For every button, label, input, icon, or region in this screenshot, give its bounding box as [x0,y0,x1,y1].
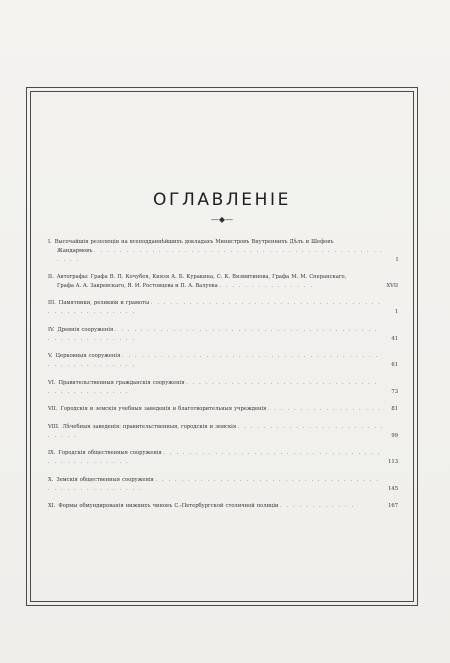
dot-leader: . . . . . . . . . . . . . . . . . . [268,406,382,412]
dot-leader: . . . . . . . . . . . . . . . . . . . . . . . . . . . . . . . . . . . . . . . . . . . . . . . . . . [48,476,380,492]
toc-entry-text: Земскія общественныя сооруженія [56,476,154,483]
toc-entry-page: 1 [394,309,398,315]
dot-leader: . . . . . . . . . . . . . . . . . . . . . . . . . . . . . . . . . . . . . . . . . . . . . . . . . [57,248,384,263]
toc-entry-text: Высочайшія резолюціи на всеподданнѣйшихъ докладахъ Министровъ Внутреннихъ Дѣлъ и Шефовъ [54,239,334,245]
toc-entry-number: IX. [48,450,56,456]
toc-entry-text: Памятники, реликвіи и грамоты [58,300,150,306]
page-border-frame [26,87,418,606]
toc-entry-text-cont: Жандармовъ [57,248,93,254]
toc-entry-page: 167 [388,503,398,509]
toc-entry-4 [48,326,398,344]
toc-entry-text-cont: Графа А. А. Закревскаго, Я. И. Ростовцева и П. А. Валуева [57,283,218,289]
toc-entry-number: X. [48,476,54,483]
toc-entry-page: 41 [391,335,398,342]
toc-entry-2 [48,273,398,291]
toc-title: ОГЛАВЛЕНІЕ [153,190,291,210]
toc-entry-page: 61 [391,362,398,368]
toc-entry-number: II. [48,274,54,280]
toc-entry-number: XI. [48,503,56,509]
toc-entry-text: Древнія сооруженія [57,326,114,333]
toc-entry-6 [48,379,398,397]
toc-entry-number: I. [48,239,52,245]
toc-entry-page: I [395,257,398,263]
toc-entry-11 [48,502,398,511]
toc-entry-page: 145 [388,485,398,492]
toc-entry-text: Формы обмундированія нижнихъ чиновъ С.-Петербургской столичной полиціи [58,503,279,509]
toc-entry-page: 113 [388,459,398,465]
title-ornament: —◆— [210,215,234,224]
dot-leader: . . . . . . . . . . . . . . . . . . . . . . . . . . . . . . . . . . . . . . . . . . . [48,379,378,395]
toc-entry-number: VI. [48,379,56,386]
toc-entry-10 [48,476,398,494]
toc-entry-number: VII. [48,406,58,412]
dot-leader: . . . . . . . . . . . . . . . . . . . . . . . . . . . . . . . . . . . . . . . . . . . . . . . . . . [48,300,382,315]
dot-leader: . . . . . . . . . . . . . . . . . . . . . . . . . . . . . . . . . . . . . . . . . . . . . . . [48,450,382,465]
toc-entry-number: IV. [48,326,55,333]
toc-entry-1 [48,238,398,265]
toc-entry-page: 81 [391,406,398,412]
toc-entry-number: III. [48,300,56,306]
toc-entry-text: Церковныя сооруженія [55,353,121,359]
toc-entry-text: Лѣчебныя заведенія: правительственныя, городскія и земскія [62,423,237,430]
dot-leader: . . . . . . . . . . . . . . . . . . . . . . . . . . . . [48,423,384,439]
toc-entry-text: Городскія общественныя сооруженія [58,450,162,456]
toc-entry-text: Городскія и земскія учебныя заведенія и благотворительныя учрежденія [60,406,267,412]
toc-entry-page: 99 [391,432,398,439]
toc-entry-page: 73 [391,388,398,395]
dot-leader: . . . . . . . . . . . . . . . . . . . . . . . . . . . . . . . . . . . . . . . . . . . . . . . . . . . . . . [48,353,379,368]
dot-leader: . . . . . . . . . . . . . . . [219,283,314,289]
toc-entry-3 [48,299,398,317]
toc-entry-9 [48,449,398,467]
toc-entry-text: Правительственныя гражданскія сооруженія [58,379,185,386]
toc-entry-number: V. [48,353,53,359]
toc-entry-text: Автографы: Графа В. П. Кочубея, Князя А. Б. Куракина, С. К. Вязмитинова, Графа М. М. Сперанскаго, [56,274,347,280]
table-of-contents [48,238,398,520]
toc-entry-7 [48,405,398,414]
toc-entry-number: VIII. [48,423,60,430]
toc-entry-8 [48,423,398,441]
toc-entry-page: XVII [386,283,398,289]
dot-leader: . . . . . . . . . . . . . . . . . . . . . . . . . . . . . . . . . . . . . . . . . . . . . . . . . . . . . . . [48,326,379,342]
toc-entry-5 [48,352,398,370]
dot-leader: . . . . . . . . . . . . [280,503,355,509]
